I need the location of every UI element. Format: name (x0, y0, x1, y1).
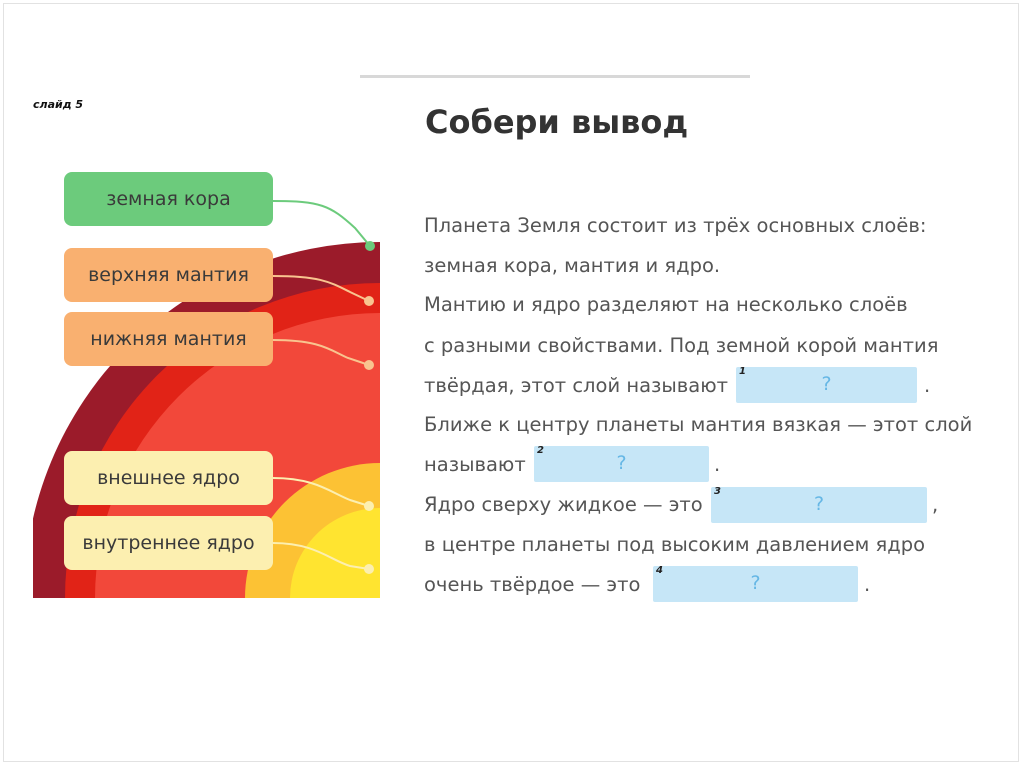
page-title: Собери вывод (425, 103, 689, 141)
blank-number: 1 (739, 366, 746, 377)
inner-core-dot (364, 564, 374, 574)
crust-connector (273, 201, 370, 246)
text-line: твёрдая, этот слой называют (424, 374, 729, 397)
text-line: очень твёрдое — это (424, 573, 641, 596)
text-line: с разными свойствами. Под земной корой мантия (424, 334, 939, 357)
punctuation: , (932, 493, 939, 516)
blank-number: 2 (537, 445, 544, 456)
text-line: Мантию и ядро разделяют на несколько слоёв (424, 293, 908, 316)
lower-mantle-dot (364, 360, 374, 370)
text-line: называют (424, 453, 526, 476)
label-crust[interactable]: земная кора (64, 172, 273, 226)
crust-dot (365, 241, 375, 251)
text-line: Ближе к центру планеты мантия вязкая — этот слой (424, 413, 973, 436)
upper-mantle-dot (364, 296, 374, 306)
text-line: Планета Земля состоит из трёх основных слоёв: (424, 214, 927, 237)
label-upper-mantle[interactable]: верхняя мантия (64, 248, 273, 302)
answer-blank-2[interactable] (534, 446, 709, 482)
question-mark-icon: ? (813, 493, 825, 515)
text-line: земная кора, мантия и ядро. (424, 254, 721, 277)
punctuation: . (924, 374, 931, 397)
answer-blank-4[interactable] (653, 566, 858, 602)
punctuation: . (864, 573, 871, 596)
label-lower-mantle[interactable]: нижняя мантия (64, 312, 273, 366)
answer-blank-3[interactable] (711, 487, 927, 523)
label-outer-core[interactable]: внешнее ядро (64, 451, 273, 505)
punctuation: . (714, 453, 721, 476)
question-mark-icon: ? (616, 452, 627, 474)
blank-number: 4 (656, 565, 663, 576)
text-line: в центре планеты под высоким давлением ядро (424, 533, 926, 556)
text-line: Ядро сверху жидкое — это (424, 493, 703, 516)
slide-number: слайд 5 (33, 98, 84, 111)
answer-blank-1[interactable] (736, 367, 917, 403)
label-inner-core[interactable]: внутреннее ядро (64, 516, 273, 570)
outer-core-dot (364, 501, 374, 511)
question-mark-icon: ? (750, 572, 761, 594)
blank-number: 3 (714, 486, 721, 497)
top-divider (360, 75, 750, 78)
question-mark-icon: ? (821, 373, 832, 395)
